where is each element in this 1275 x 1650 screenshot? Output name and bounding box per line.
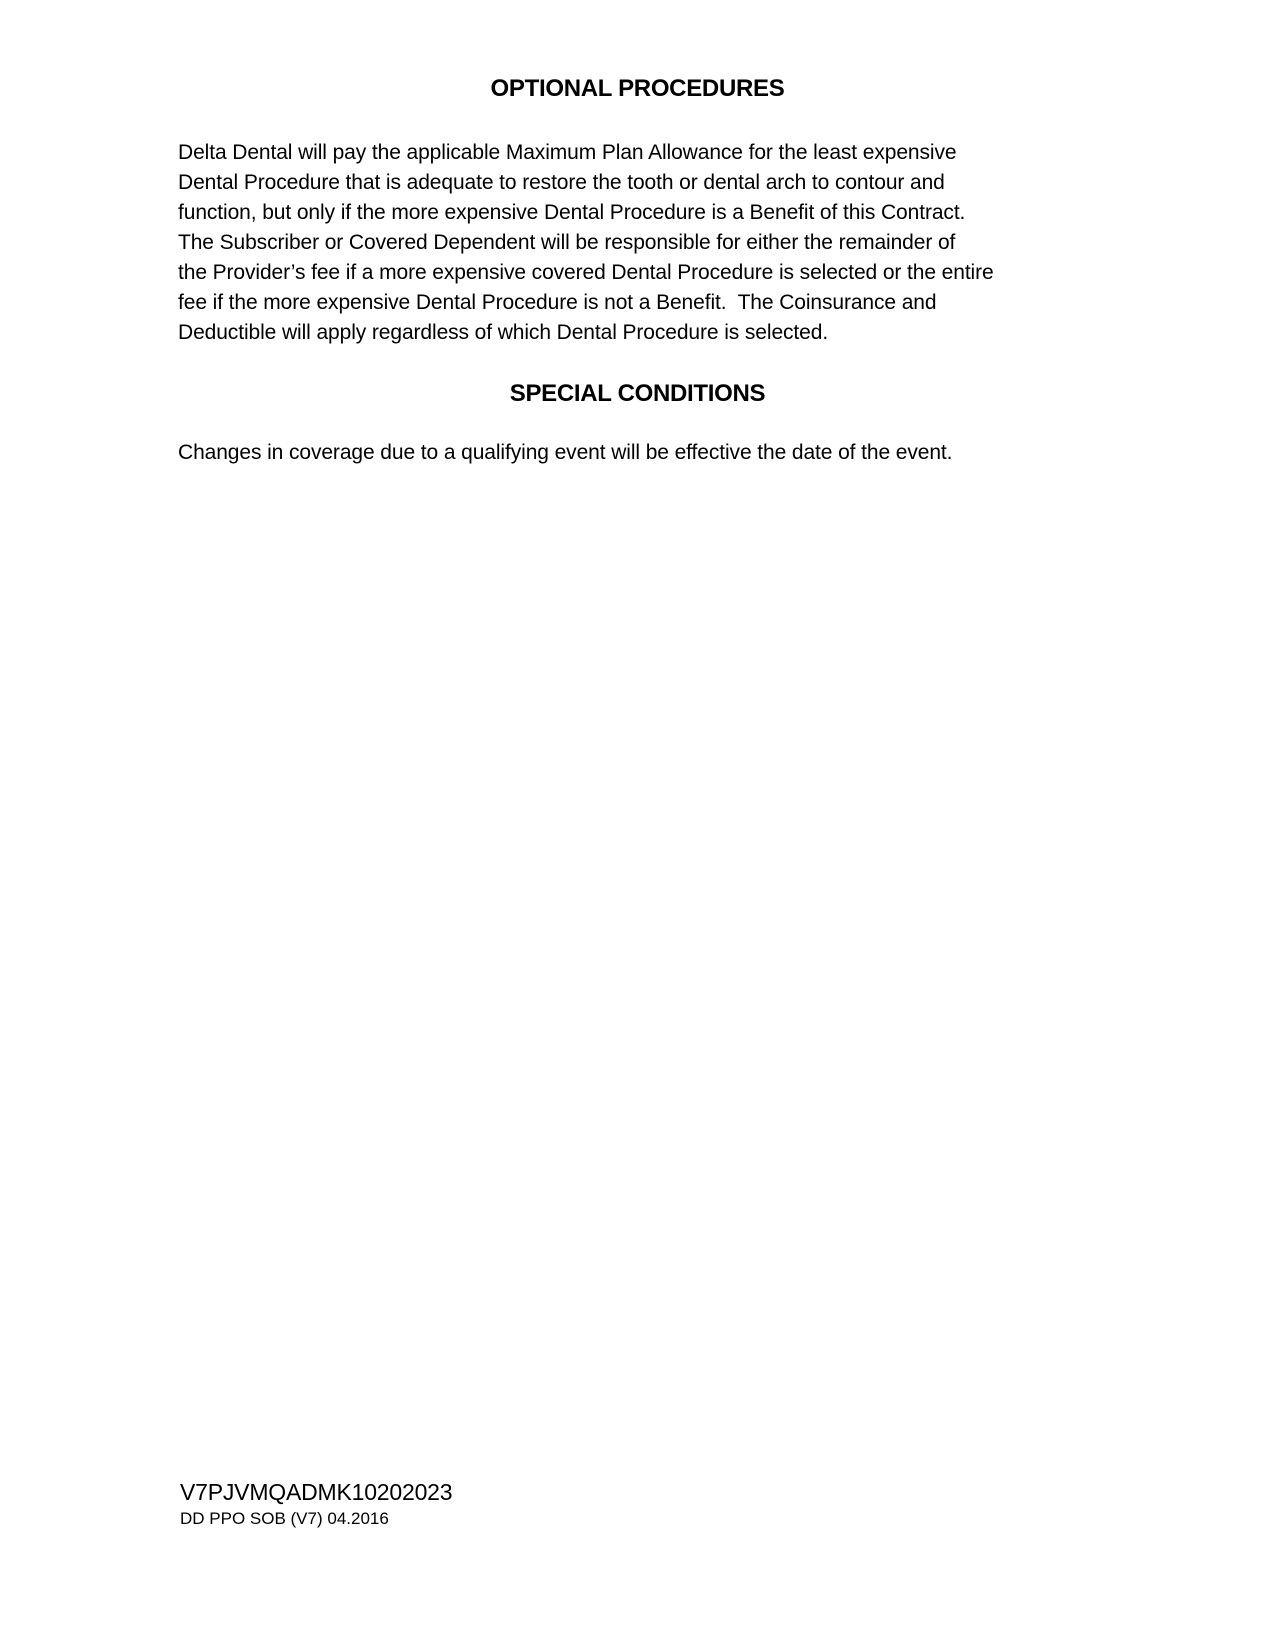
section-heading-optional-procedures: OPTIONAL PROCEDURES <box>490 75 785 102</box>
footer-form-code: V7PJVMQADMK10202023 <box>180 1479 453 1505</box>
paragraph-line: Deductible will apply regardless of which Dental Procedure is selected. <box>178 321 829 344</box>
optional-procedures-paragraph <box>178 138 994 348</box>
footer-version-code: DD PPO SOB (V7) 04.2016 <box>180 1509 389 1528</box>
paragraph-line: function, but only if the more expensive Dental Procedure is a Benefit of this Contract. <box>178 201 966 224</box>
page-footer <box>180 1478 452 1530</box>
special-conditions-paragraph <box>178 438 952 468</box>
paragraph-line: The Subscriber or Covered Dependent will be responsible for either the remainder of <box>178 231 956 254</box>
paragraph-line: fee if the more expensive Dental Procedure is not a Benefit. The Coinsurance and <box>178 291 937 314</box>
paragraph-line: Delta Dental will pay the applicable Maximum Plan Allowance for the least expensive <box>178 141 957 164</box>
paragraph-line: the Provider’s fee if a more expensive covered Dental Procedure is selected or the entire <box>178 261 994 284</box>
section-heading-special-conditions: SPECIAL CONDITIONS <box>509 380 766 407</box>
paragraph-line: Dental Procedure that is adequate to restore the tooth or dental arch to contour and <box>178 171 945 194</box>
paragraph-line: Changes in coverage due to a qualifying event will be effective the date of the event. <box>178 441 953 464</box>
